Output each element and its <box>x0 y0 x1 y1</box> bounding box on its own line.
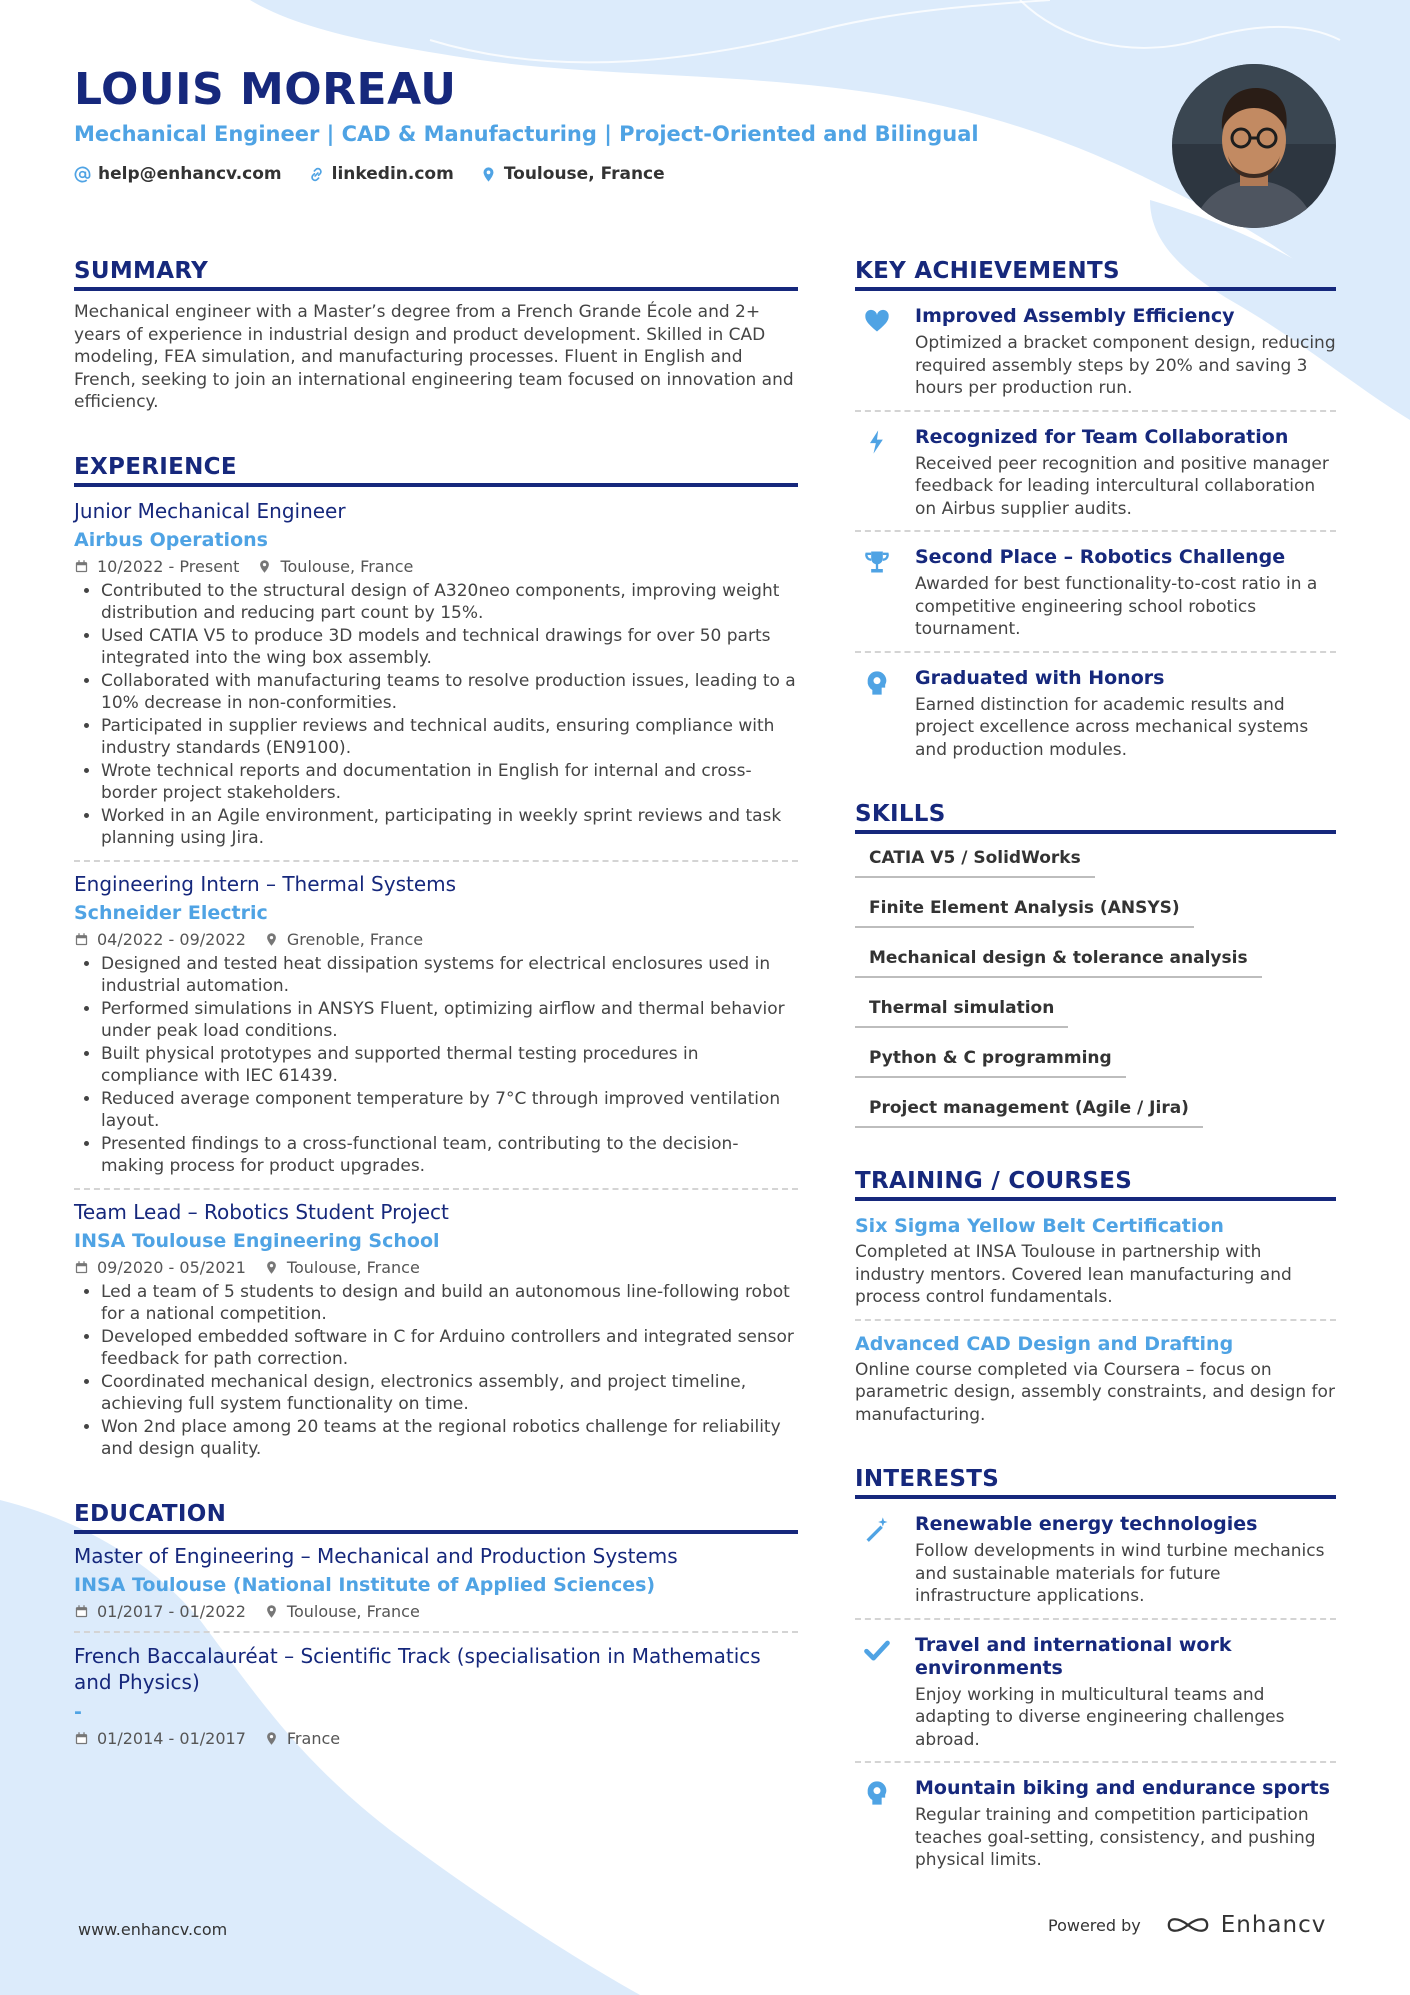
company-name: Airbus Operations <box>74 528 268 551</box>
skill-tag: Thermal simulation <box>855 998 1068 1028</box>
achievement-title: Recognized for Team Collaboration <box>915 425 1289 448</box>
linkedin-text[interactable]: linkedin.com <box>331 164 454 184</box>
magic-wand-icon <box>863 1515 891 1543</box>
bullet-item: • Collaborated with manufacturing teams to resolve production issues, leading to a 10% decrease in non-conformities. <box>101 670 798 715</box>
education-location: France <box>286 1728 341 1748</box>
footer-branding <box>1048 1912 1326 1938</box>
job-bullets <box>74 580 798 850</box>
job-dates: 09/2020 - 05/2021 <box>97 1257 246 1277</box>
left-column <box>74 258 798 1748</box>
headline: Mechanical Engineer | CAD & Manufacturing | Project-Oriented and Bilingual <box>74 122 979 146</box>
achievement-item <box>855 291 1336 412</box>
education-location: Toulouse, France <box>286 1601 420 1621</box>
experience-entry <box>74 872 798 1178</box>
company-name: Schneider Electric <box>74 901 268 924</box>
course-title: Advanced CAD Design and Drafting <box>855 1332 1234 1355</box>
location-text: Toulouse, France <box>503 164 665 184</box>
skill-tag: CATIA V5 / SolidWorks <box>855 848 1095 878</box>
job-title: Engineering Intern – Thermal Systems <box>74 871 457 896</box>
job-location: Toulouse, France <box>286 1257 420 1277</box>
education-meta <box>74 1729 798 1748</box>
achievements-list <box>855 291 1336 771</box>
location-pin-icon <box>264 1604 279 1619</box>
skill-tag: Finite Element Analysis (ANSYS) <box>855 898 1194 928</box>
course-desc: Online course completed via Coursera – focus on parametric design, assembly constraints, and design for manufacturing. <box>855 1359 1335 1425</box>
interest-title: Travel and international work environments <box>915 1633 1232 1679</box>
location-pin-icon <box>257 559 272 574</box>
divider <box>74 1188 798 1190</box>
enhancv-logo-icon <box>1165 1913 1211 1937</box>
experience-entry <box>74 1200 798 1461</box>
course-desc: Completed at INSA Toulouse in partnership with industry mentors. Covered lean manufacturing and process control fundamentals. <box>855 1242 1292 1307</box>
job-title: Junior Mechanical Engineer <box>74 498 346 523</box>
degree-title: Master of Engineering – Mechanical and Production Systems <box>74 1543 678 1568</box>
training-list <box>855 1201 1336 1426</box>
education-entry <box>74 1643 798 1748</box>
achievement-item <box>855 532 1336 653</box>
skill-tag: Project management (Agile / Jira) <box>855 1098 1203 1128</box>
contact-location <box>480 164 665 184</box>
job-bullets <box>74 1281 798 1461</box>
head-icon <box>863 669 891 697</box>
job-location: Grenoble, France <box>286 929 424 949</box>
calendar-icon <box>74 1604 89 1619</box>
bullet-item: • Developed embedded software in C for Arduino controllers and integrated sensor feedback for path correction. <box>101 1326 798 1371</box>
bullet-item: • Worked in an Agile environment, participating in weekly sprint reviews and task planning using Jira. <box>101 805 798 850</box>
location-pin-icon <box>264 1731 279 1746</box>
experience-heading: EXPERIENCE <box>74 454 798 487</box>
bullet-item: • Led a team of 5 students to design and build an autonomous line-following robot for a national competition. <box>101 1281 798 1326</box>
education-entry <box>74 1544 798 1621</box>
education-dates: 01/2014 - 01/2017 <box>97 1728 246 1748</box>
contact-linkedin[interactable] <box>308 164 454 184</box>
achievement-desc: Received peer recognition and positive manager feedback for leading intercultural collaboration on Airbus supplier audits. <box>915 453 1329 519</box>
link-icon <box>308 166 325 183</box>
location-pin-icon <box>264 1260 279 1275</box>
degree-title: French Baccalauréat – Scientific Track (specialisation in Mathematics and Physics) <box>74 1643 761 1694</box>
bullet-item: • Participated in supplier reviews and technical audits, ensuring compliance with industry standards (EN9100). <box>101 715 798 760</box>
summary-text: Mechanical engineer with a Master’s degree from a French Grande École and 2+ years of experience in industrial design and product development. Skilled in CAD modeling, FEA simulation, and manufacturing processes. Fluent in English and French, seeking to join an international engineering team focused on innovation and efficiency. <box>74 302 794 412</box>
divider <box>74 860 798 862</box>
profile-photo <box>1172 64 1336 228</box>
bullet-item: • Built physical prototypes and supported thermal testing procedures in compliance with IEC 61439. <box>101 1043 798 1088</box>
job-location: Toulouse, France <box>280 556 414 576</box>
bullet-item: • Contributed to the structural design of A320neo components, improving weight distribution and reducing part count by 15%. <box>101 580 798 625</box>
interest-item <box>855 1620 1336 1764</box>
achievement-desc: Awarded for best functionality-to-cost ratio in a competitive engineering school robotics tournament. <box>915 574 1318 639</box>
job-title: Team Lead – Robotics Student Project <box>74 1199 449 1224</box>
calendar-icon <box>74 1731 89 1746</box>
interest-title: Renewable energy technologies <box>915 1513 1258 1535</box>
calendar-icon <box>74 1260 89 1275</box>
job-dates: 04/2022 - 09/2022 <box>97 929 246 949</box>
bullet-item: • Performed simulations in ANSYS Fluent, optimizing airflow and thermal behavior under peak load conditions. <box>101 998 798 1043</box>
contact-bar <box>74 164 665 184</box>
brand-logo[interactable] <box>1165 1912 1327 1938</box>
achievement-desc: Optimized a bracket component design, reducing required assembly steps by 20% and saving 3 hours per production run. <box>915 333 1336 398</box>
achievement-item <box>855 653 1336 772</box>
achievements-heading: KEY ACHIEVEMENTS <box>855 258 1336 291</box>
interest-desc: Follow developments in wind turbine mechanics and sustainable materials for future infrastructure applications. <box>915 1541 1325 1606</box>
skills-heading: SKILLS <box>855 801 1336 834</box>
experience-entry <box>74 499 798 850</box>
candidate-name: LOUIS MOREAU <box>74 64 457 115</box>
heart-icon <box>863 307 891 335</box>
check-icon <box>863 1636 891 1664</box>
location-pin-icon <box>480 166 497 183</box>
trophy-icon <box>863 548 891 576</box>
location-pin-icon <box>264 932 279 947</box>
bullet-item: • Won 2nd place among 20 teams at the regional robotics challenge for reliability and design quality. <box>101 1416 798 1461</box>
right-column <box>855 258 1336 1882</box>
footer-website[interactable]: www.enhancv.com <box>78 1920 228 1939</box>
course-item <box>855 1201 1336 1321</box>
achievement-title: Improved Assembly Efficiency <box>915 305 1235 327</box>
job-meta <box>74 930 798 949</box>
course-title: Six Sigma Yellow Belt Certification <box>855 1215 1224 1237</box>
bullet-item: • Wrote technical reports and documentation in English for internal and cross-border project stakeholders. <box>101 760 798 805</box>
achievement-title: Second Place – Robotics Challenge <box>915 546 1286 568</box>
job-bullets <box>74 953 798 1178</box>
skill-tag: Python & C programming <box>855 1048 1126 1078</box>
calendar-icon <box>74 932 89 947</box>
course-item <box>855 1321 1336 1427</box>
head-icon <box>863 1779 891 1807</box>
skills-list <box>855 848 1336 1128</box>
school-name: INSA Toulouse (National Institute of Applied Sciences) <box>74 1573 656 1596</box>
email-text[interactable]: help@enhancv.com <box>98 164 282 184</box>
company-name: INSA Toulouse Engineering School <box>74 1229 440 1252</box>
training-heading: TRAINING / COURSES <box>855 1168 1336 1201</box>
bullet-item: • Reduced average component temperature by 7°C through improved ventilation layout. <box>101 1088 798 1133</box>
achievement-desc: Earned distinction for academic results and project excellence across mechanical systems and production modules. <box>915 694 1309 760</box>
job-dates: 10/2022 - Present <box>97 556 240 576</box>
interest-item <box>855 1763 1336 1882</box>
interest-item <box>855 1499 1336 1620</box>
divider <box>74 1631 798 1633</box>
interest-desc: Enjoy working in multicultural teams and adapting to diverse engineering challenges abroad. <box>915 1684 1285 1750</box>
at-icon <box>74 166 91 183</box>
summary-heading: SUMMARY <box>74 258 798 291</box>
interest-title: Mountain biking and endurance sports <box>915 1777 1330 1799</box>
skill-tag: Mechanical design & tolerance analysis <box>855 948 1262 978</box>
bullet-item: • Designed and tested heat dissipation systems for electrical enclosures used in industrial automation. <box>101 953 798 998</box>
contact-email[interactable] <box>74 164 282 184</box>
education-dates: 01/2017 - 01/2022 <box>97 1601 246 1621</box>
bullet-item: • Used CATIA V5 to produce 3D models and technical drawings for over 50 parts integrated into the wing box assembly. <box>101 625 798 670</box>
powered-by-text: Powered by <box>1048 1915 1141 1935</box>
achievement-item <box>855 412 1336 533</box>
job-meta <box>74 1258 798 1277</box>
job-meta <box>74 557 798 576</box>
bullet-item: • Coordinated mechanical design, electronics assembly, and project timeline, achieving full system functionality on time. <box>101 1371 798 1416</box>
interests-list <box>855 1499 1336 1882</box>
education-heading: EDUCATION <box>74 1501 798 1534</box>
education-meta <box>74 1602 798 1621</box>
calendar-icon <box>74 559 89 574</box>
bullet-item: • Presented findings to a cross-functional team, contributing to the decision-making process for product upgrades. <box>101 1133 798 1178</box>
achievement-title: Graduated with Honors <box>915 666 1165 689</box>
brand-name: Enhancv <box>1220 1912 1327 1938</box>
interest-desc: Regular training and competition participation teaches goal-setting, consistency, and pushing physical limits. <box>915 1805 1316 1870</box>
interests-heading: INTERESTS <box>855 1466 1336 1499</box>
school-name: - <box>74 1700 82 1723</box>
lightning-icon <box>863 428 891 456</box>
